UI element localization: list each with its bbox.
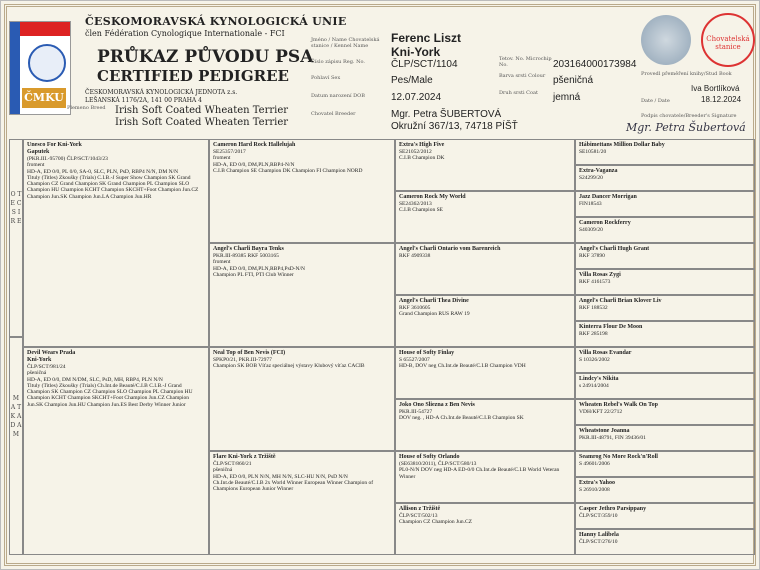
ancestor-reg: PKR.III-89385 RKF 5003165	[213, 253, 279, 259]
great-grandparent-4	[395, 295, 575, 347]
great-grandparent-8	[395, 503, 575, 555]
ancestor-name: Joko Ono Sliezna z Ben Nevis	[399, 402, 475, 408]
hologram-seal-icon	[641, 15, 691, 65]
ancestor-reg: S 10326/2002	[579, 357, 610, 363]
ancestor-name: Wheatstone Joanna	[579, 428, 630, 434]
ancestor-reg: S 65527/2007	[399, 357, 430, 363]
microchip-number: 203164000173984	[553, 59, 637, 70]
reg-label: Číslo zápisu Reg. No.	[311, 59, 365, 65]
ancestor-color: froment	[27, 162, 45, 169]
breed-label: Plemeno Breed	[67, 105, 106, 111]
ancestor-name: Cameron Hard Rock Hallelujah	[213, 142, 296, 148]
page-subtitle: CERTIFIED PEDIGREE	[97, 67, 289, 85]
signature-label: Podpis chovatele/Breeder's Signature	[641, 113, 737, 119]
ancestor-name: House of Softy Finlay	[399, 350, 455, 356]
ancestor-name: Jazz Dancer Morrigan	[579, 194, 637, 200]
ancestor-titles: C.I.B Champion DK	[399, 155, 445, 162]
breeder-name: Mgr. Petra ŠUBERTOVÁ	[391, 109, 502, 120]
ancestor-name: Angel's Charli Brian Klover Liv	[579, 298, 662, 304]
ancestor-reg: RKF 3610605	[399, 305, 431, 311]
ancestor-titles: C.I.B Champion SE Champion DK Champion FI Champion NORD	[213, 167, 363, 174]
ancestor-name: Angel's Charli Bayra Tenks	[213, 246, 284, 252]
great-great-grandparent-10	[575, 373, 755, 399]
dob-label: Datum narození DOB	[311, 93, 365, 99]
ancestor-name: Angel's Charli Hugh Grant	[579, 246, 650, 252]
ancestor-color: froment	[213, 259, 231, 266]
sex-label: Pohlaví Sex	[311, 75, 341, 81]
great-great-grandparent-11	[575, 399, 755, 425]
ancestor-name: Flare Kni-York z Tržiště	[213, 454, 276, 460]
breed-cz: Irish Soft Coated Wheaten Terrier	[115, 105, 289, 116]
fci-globe-icon	[28, 44, 66, 82]
org-name: ČESKOMORAVSKÁ KYNOLOGICKÁ UNIE	[85, 15, 347, 28]
ancestor-reg: ČLP/SCT/359/10	[579, 513, 618, 519]
great-great-grandparent-16	[575, 529, 755, 555]
ancestor-name: Seamrog No More Rock'n'Roll	[579, 454, 658, 460]
ancestor-reg: FIN18543	[579, 201, 602, 207]
ancestor-reg: SE24362/2013	[399, 201, 432, 207]
ancestor-name: Angel's Charli Thea Divine	[399, 298, 469, 304]
great-great-grandparent-1	[575, 139, 755, 165]
ancestor-titles: PL0-N/N DOV neg HD-A ED-0/0 Ch.Int.de Beauté/C.I.B World Veteran Winner	[399, 467, 560, 480]
ancestor-reg: S24299/20	[579, 175, 603, 181]
ancestor-titles: C.I.B Champion SE	[399, 207, 444, 214]
ancestor-name: Villa Rosas Evandar	[579, 350, 632, 356]
ancestor-reg: ČLP/SCT/981/24	[27, 364, 66, 370]
great-grandparent-3	[395, 243, 575, 295]
ancestor-reg: SE10581/20	[579, 149, 607, 155]
ancestor-reg: SPKP0/21, PKR.III-72977	[213, 357, 272, 363]
ancestor-name: Cameron Rockferry	[579, 220, 631, 226]
ancestor-reg: RKF 4909338	[399, 253, 431, 259]
ancestor-reg: S40309/20	[579, 227, 603, 233]
ancestor-reg: VDH/KFT 22/2712	[579, 409, 623, 415]
ancestor-name: Cameron Rock My World	[399, 194, 466, 200]
grandparent-2	[209, 243, 395, 347]
great-great-grandparent-3	[575, 191, 755, 217]
breeder-label: Chovatel Breeder	[311, 111, 356, 117]
breed-en: Irish Soft Coated Wheaten Terrier	[115, 117, 289, 128]
ancestor-color: froment	[213, 155, 231, 162]
ancestor-color: pšeničná	[213, 467, 233, 474]
ancestor-reg: ČLP/SCT/276/10	[579, 539, 618, 545]
coat-value: jemná	[553, 92, 581, 103]
ancestor-reg: RKF 285198	[579, 331, 608, 337]
ancestor-health: HD-A, ED 0/0, DM,PLN,RBP4,PsD-N/N	[213, 265, 305, 272]
ancestor-color: pšeničná	[27, 370, 47, 377]
issuer-name: ČESKOMORAVSKÁ KYNOLOGICKÁ JEDNOTA z.s.	[85, 89, 238, 96]
registrar-label: Provedl přeměření knihy/Stud Book	[641, 71, 732, 77]
great-grandparent-5	[395, 347, 575, 399]
great-grandparent-2	[395, 191, 575, 243]
parent-sire	[23, 139, 209, 347]
ancestor-titles: Ch.Int.de Beauté/C.I.B 2x World Winner European Winner Champion of Champions European Junior Winner	[213, 479, 374, 493]
ancestor-name: Wheaten Rebel's Walk On Top	[579, 402, 658, 408]
ancestor-health: HD-A, ED 0/0, PL 0/0, SA-0, SLC, PLN, PsD, RBP4 N/N, DM N/N	[27, 168, 179, 175]
ancestor-name: Extra's High Five	[399, 142, 445, 148]
page-title: PRŮKAZ PŮVODU PSA	[97, 47, 314, 67]
ancestor-titles: Tituly (Titles) Zkoušky (Trials) Ch.Int.de Beauté/C.I.B C.I.B.-J Grand Champion SK Champion CZ Champion SLO Champion PL Champion HU Champion KCHT Champion SKCHT+Foot Champion Jun.CZ Champion Jun.SK Champion Jun.HU Champion Jun.ES Best Derby Winner Junior	[27, 382, 193, 408]
coat-label: Druh srsti Coat	[499, 90, 538, 96]
ancestor-name: Hábimettans Million Dollar Baby	[579, 142, 665, 148]
great-great-grandparent-8	[575, 321, 755, 347]
issue-date: 18.12.2024	[701, 95, 742, 104]
stamp-text: Chovatelská stanice	[706, 35, 750, 51]
ancestor-reg: PKR.III-48791, FIN 39436/01	[579, 435, 646, 441]
ancestor-reg: ČLP/SCT/502/13	[399, 513, 438, 519]
great-great-grandparent-15	[575, 503, 755, 529]
ancestor-name: House of Softy Orlando	[399, 454, 460, 460]
ancestor-reg: s 24914/2004	[579, 383, 609, 389]
breeder-signature: Mgr. Petra Šubertová	[626, 121, 746, 134]
color-label: Barva srsti Colour	[499, 73, 546, 79]
ancestor-name: Neal Top of Ben Nevis (FCI)	[213, 350, 286, 356]
great-great-grandparent-2	[575, 165, 755, 191]
ancestor-reg: (PKR.III.-95700) ČLP/SCT/1043/23	[27, 156, 108, 162]
ancestor-titles: DOV neg. , HD-A Ch.Int.de Beauté/C.I.B Champion SK	[399, 415, 524, 422]
ancestor-reg: S 49601/2006	[579, 461, 610, 467]
great-great-grandparent-12	[575, 425, 755, 451]
sire-side-label: O T E C S I R E	[9, 139, 23, 337]
great-grandparent-6	[395, 399, 575, 451]
microchip-label: Tetov. No. Microchip No.	[499, 56, 552, 68]
dob-value: 12.07.2024	[391, 92, 442, 103]
great-great-grandparent-7	[575, 295, 755, 321]
dam-side-label: M A T K A D A M	[9, 337, 23, 555]
ancestor-titles: Tituly (Titles) Zkoušky (Trials) C.I.B.-J Super Show Champion SK Grand Champion CZ Grand Champion SK Grand Champion PL Champion SLO Champion HU Champion KCHT Champion SKCHT+Foot Champion Jun.CZ Champion Jun.SK Champion Jun.LA Champion Jun.HR	[27, 174, 199, 200]
ancestor-reg: RKF 188532	[579, 305, 608, 311]
ancestor-name: Angel's Charli Ontario vom Barenreich	[399, 246, 501, 252]
ancestor-health: HD-A, ED 0/0, PLN N/N, MH N/N, SLC-HU N/N, PsD N/N	[213, 473, 348, 480]
ancestor-name: Lindcy's Nikita	[579, 376, 619, 382]
great-great-grandparent-13	[575, 451, 755, 477]
ancestor-kennel: Kni-York	[27, 357, 52, 363]
ancestor-titles: Champion SK BOB Víťaz speciálnej výstavy Klubový víťaz CACIB	[213, 363, 365, 370]
parent-dam	[23, 347, 209, 555]
ancestor-name: Kinterra Flour De Moon	[579, 324, 643, 330]
ancestor-health: HD-A, ED 0/0, DM,PLN,RBP4-N/N	[213, 161, 295, 168]
color-value: pšeničná	[553, 75, 594, 86]
ancestor-titles: Grand Champion RUS RAW 19	[399, 311, 470, 318]
great-grandparent-1	[395, 139, 575, 191]
ancestor-health: HD-A, ED 0/0, DM N/DM, SLC, PsD, MH, RBP4, PLN N/N	[27, 376, 163, 383]
ancestor-name: Villa Rosas Zygi	[579, 272, 621, 278]
ancestor-kennel: Gaputek	[27, 149, 50, 155]
grandparent-4	[209, 451, 395, 555]
ancestor-reg: PKR.III-54727	[399, 409, 433, 415]
ancestor-name: Extra-Vaganza	[579, 168, 618, 174]
breeder-stamp-icon	[701, 13, 755, 67]
ancestor-reg: SE25357/2017	[213, 149, 246, 155]
great-great-grandparent-6	[575, 269, 755, 295]
dog-name: Ferenc Liszt	[391, 31, 462, 45]
ancestor-titles: Champion PL FTI, PTI Club Winner	[213, 271, 294, 278]
great-great-grandparent-9	[575, 347, 755, 373]
name-label: Jméno / Name Chovatelská stanice / Kennel Name	[311, 37, 380, 49]
ancestor-name: Unesco For Kni-York	[27, 142, 82, 148]
ancestor-reg: (SE63810/2011), ČLP/SCT/580/13	[399, 461, 477, 467]
ancestor-name: Casper Jethro Parsippany	[579, 506, 647, 512]
ancestor-name: Devil Wears Prada	[27, 350, 76, 356]
registrar-name: Iva Bortlíková	[691, 84, 740, 93]
ancestor-titles: HD-B, DOV neg Ch.Int.de Beauté/C.I.B Champion VDH	[399, 363, 526, 370]
sex-value: Pes/Male	[391, 75, 433, 86]
ancestor-name: Hanny Lalibela	[579, 532, 619, 538]
fci-membership: člen Fédération Cynologique Internationale - FCI	[85, 29, 285, 38]
grandparent-3	[209, 347, 395, 451]
great-great-grandparent-4	[575, 217, 755, 243]
ancestor-reg: ČLP/SCT/860/21	[213, 461, 252, 467]
dog-kennel: Kni-York	[391, 45, 441, 59]
great-great-grandparent-5	[575, 243, 755, 269]
great-great-grandparent-14	[575, 477, 755, 503]
ancestor-reg: S 26910/2008	[579, 487, 610, 493]
ancestor-reg: RKF 37890	[579, 253, 605, 259]
ancestor-name: Allison z Tržiště	[399, 506, 441, 512]
breeder-address: Okružní 367/13, 74718 PÍŠŤ	[391, 121, 518, 132]
ancestor-titles: Champion CZ Champion Jun.CZ	[399, 519, 473, 526]
reg-number: ČLP/SCT/1104	[391, 59, 458, 70]
cmku-logo-icon: ČMKU	[9, 21, 71, 115]
ancestor-reg: RKF 4161573	[579, 279, 611, 285]
issuer-address: LEŠANSKÁ 1176/2A, 141 00 PRAHA 4	[85, 97, 202, 104]
grandparent-1	[209, 139, 395, 243]
issue-date-label: Date / Date	[641, 98, 670, 104]
ancestor-reg: SE21052/2012	[399, 149, 432, 155]
ancestor-name: Extra's Yahoo	[579, 480, 615, 486]
great-grandparent-7	[395, 451, 575, 503]
